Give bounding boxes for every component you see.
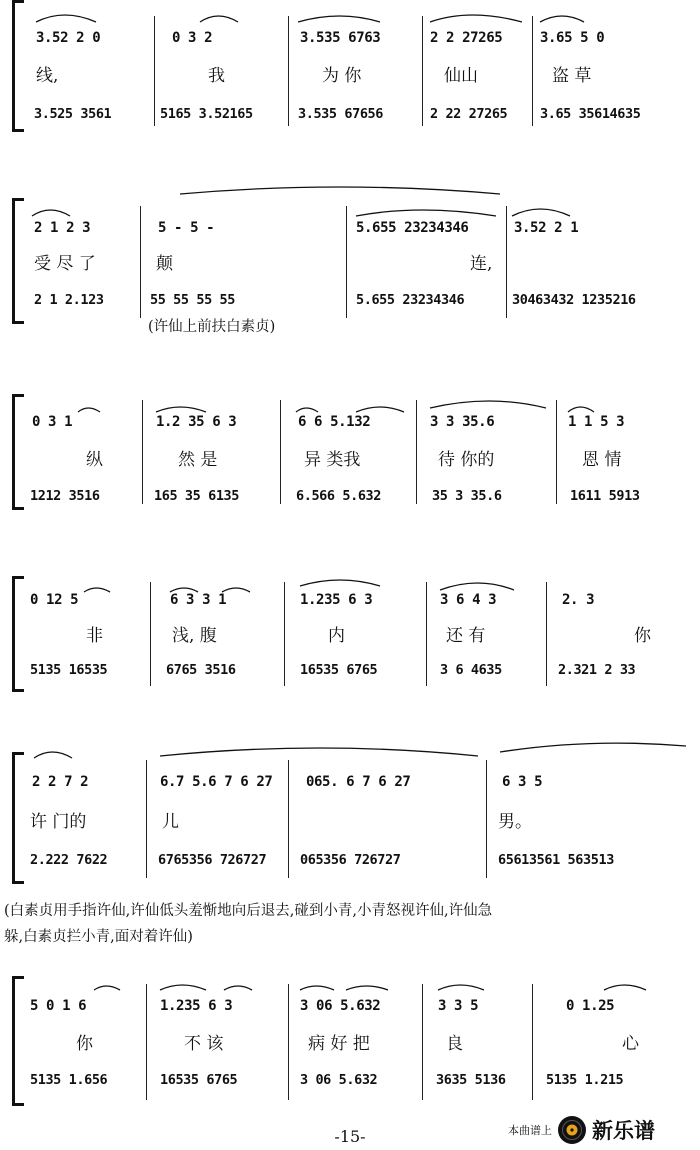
- accomp-measure: 6.566 5.632: [296, 488, 382, 504]
- melody-measure: 3 6 4 3: [440, 592, 497, 608]
- melody-measure: 6 6 5.132: [298, 414, 371, 430]
- melody-measure: 3 06 5.632: [300, 998, 381, 1014]
- stage-direction: (白素贞用手指许仙,许仙低头羞惭地向后退去,碰到小青,小青怒视许仙,许仙急: [4, 903, 493, 919]
- accomp-measure: 3 6 4635: [440, 662, 502, 678]
- accomp-measure: 3 06 5.632: [300, 1072, 378, 1088]
- lyric-text: 非: [86, 626, 103, 646]
- lyrics-row: [0, 250, 700, 278]
- lyric-text: 纵: [86, 450, 103, 470]
- melody-row: [0, 214, 700, 242]
- melody-measure: 3 3 5: [438, 998, 479, 1014]
- accomp-measure: 2.321 2 33: [558, 662, 636, 678]
- accomp-measure: 165 35 6135: [154, 488, 240, 504]
- melody-row: [0, 586, 700, 614]
- melody-measure: 0 3 2: [172, 30, 213, 46]
- lyric-text: 仙山: [444, 66, 478, 86]
- accomp-measure: 6765356 726727: [158, 852, 267, 868]
- accomp-measure: 065356 726727: [300, 852, 401, 868]
- lyric-text: 然 是: [178, 450, 218, 470]
- lyric-text: 颠: [156, 254, 173, 274]
- lyrics-row: [0, 446, 700, 474]
- accomp-measure: 2 22 27265: [430, 106, 508, 122]
- accomp-measure: 35 3 35.6: [432, 488, 502, 504]
- lyric-text: 还 有: [446, 626, 486, 646]
- lyrics-row: [0, 62, 700, 90]
- lyric-text: 浅, 腹: [172, 626, 217, 646]
- melody-measure: 1 1 5 3: [568, 414, 625, 430]
- lyric-text: 我: [208, 66, 225, 86]
- accomp-measure: 16535 6765: [160, 1072, 238, 1088]
- accomp-measure: 3.535 67656: [298, 106, 384, 122]
- accomp-measure: 2 1 2.123: [34, 292, 104, 308]
- score-system-5: [0, 734, 700, 945]
- melody-measure: 5.655 23234346: [356, 220, 469, 236]
- accomp-measure: 5135 1.215: [546, 1072, 624, 1088]
- accompaniment-row: [0, 656, 700, 684]
- score-system-6: [0, 966, 700, 1106]
- vinyl-disc-icon: [557, 1115, 587, 1145]
- accomp-measure: 6765 3516: [166, 662, 236, 678]
- melody-measure: 2. 3: [562, 592, 595, 608]
- score-system-1: [0, 0, 700, 130]
- lyric-text: 病 好 把: [308, 1034, 370, 1054]
- accomp-measure: 5135 16535: [30, 662, 108, 678]
- lyrics-row: [0, 1030, 700, 1058]
- melody-row: [0, 408, 700, 436]
- watermark-caption: 本曲谱上: [508, 1124, 552, 1137]
- melody-measure: 6 3 3 1: [170, 592, 227, 608]
- melody-measure: 1.235 6 3: [160, 998, 233, 1014]
- lyric-text: 男。: [498, 812, 532, 832]
- accompaniment-row: [0, 100, 700, 128]
- accomp-measure: 30463432 1235216: [512, 292, 636, 308]
- melody-measure: 3.52 2 1: [514, 220, 579, 236]
- lyric-text: 恩 情: [582, 450, 622, 470]
- site-watermark: [508, 1112, 698, 1148]
- stage-direction: (许仙上前扶白素贞): [148, 319, 276, 335]
- melody-measure: 2 2 7 2: [32, 774, 89, 790]
- melody-measure: 6 3 5: [502, 774, 543, 790]
- accomp-measure: 3.65 35614635: [540, 106, 641, 122]
- melody-measure: 3.65 5 0: [540, 30, 605, 46]
- melody-measure: 0 3 1: [32, 414, 73, 430]
- melody-measure: 065. 6 7 6 27: [306, 774, 411, 790]
- lyric-text: 为 你: [322, 66, 362, 86]
- melody-measure: 6.7 5.6 7 6 27: [160, 774, 273, 790]
- lyric-text: 不 该: [184, 1034, 224, 1054]
- melody-row: [0, 992, 700, 1020]
- lyric-text: 你: [634, 626, 651, 646]
- accomp-measure: 5165 3.52165: [160, 106, 253, 122]
- accomp-measure: 1212 3516: [30, 488, 100, 504]
- accomp-measure: 16535 6765: [300, 662, 378, 678]
- lyric-text: 内: [328, 626, 345, 646]
- melody-measure: 3.52 2 0: [36, 30, 101, 46]
- score-system-2: [0, 178, 700, 338]
- lyric-text: 待 你的: [438, 450, 495, 470]
- accompaniment-row: [0, 1066, 700, 1094]
- accomp-measure: 3635 5136: [436, 1072, 506, 1088]
- accompaniment-row: [0, 846, 700, 874]
- lyric-text: 线,: [36, 66, 59, 86]
- page-number: -15-: [334, 1127, 366, 1146]
- melody-measure: 2 2 27265: [430, 30, 503, 46]
- score-system-3: [0, 378, 700, 508]
- melody-row: [0, 24, 700, 52]
- accomp-measure: 3.525 3561: [34, 106, 112, 122]
- lyric-text: 连,: [470, 254, 493, 274]
- accomp-measure: 65613561 563513: [498, 852, 614, 868]
- melody-measure: 2 1 2 3: [34, 220, 91, 236]
- melody-measure: 3.535 6763: [300, 30, 381, 46]
- accomp-measure: 1611 5913: [570, 488, 640, 504]
- melody-measure: 1.2 35 6 3: [156, 414, 237, 430]
- lyrics-row: [0, 808, 700, 836]
- accomp-measure: 5135 1.656: [30, 1072, 108, 1088]
- accompaniment-row: [0, 482, 700, 510]
- melody-measure: 1.235 6 3: [300, 592, 373, 608]
- lyric-text: 儿: [162, 812, 179, 832]
- lyric-text: 心: [622, 1034, 639, 1054]
- melody-row: [0, 768, 700, 796]
- melody-measure: 3 3 35.6: [430, 414, 495, 430]
- accomp-measure: 55 55 55 55: [150, 292, 236, 308]
- lyric-text: 盗 草: [552, 66, 592, 86]
- lyric-text: 许 门的: [30, 812, 87, 832]
- lyric-text: 异 类我: [304, 450, 361, 470]
- stage-direction: 躲,白素贞拦小青,面对着许仙): [4, 929, 193, 945]
- accomp-measure: 2.222 7622: [30, 852, 108, 868]
- lyric-text: 受 尽 了: [34, 254, 96, 274]
- accomp-measure: 5.655 23234346: [356, 292, 465, 308]
- watermark-brand: 新乐谱: [592, 1119, 655, 1143]
- melody-measure: 0 1.25: [566, 998, 615, 1014]
- melody-measure: 5 0 1 6: [30, 998, 87, 1014]
- melody-measure: 5 - 5 -: [158, 220, 215, 236]
- lyrics-row: [0, 622, 700, 650]
- score-system-4: [0, 560, 700, 690]
- melody-measure: 0 12 5: [30, 592, 79, 608]
- lyric-text: 你: [76, 1034, 93, 1054]
- lyric-text: 良: [446, 1034, 463, 1054]
- accompaniment-row: [0, 286, 700, 314]
